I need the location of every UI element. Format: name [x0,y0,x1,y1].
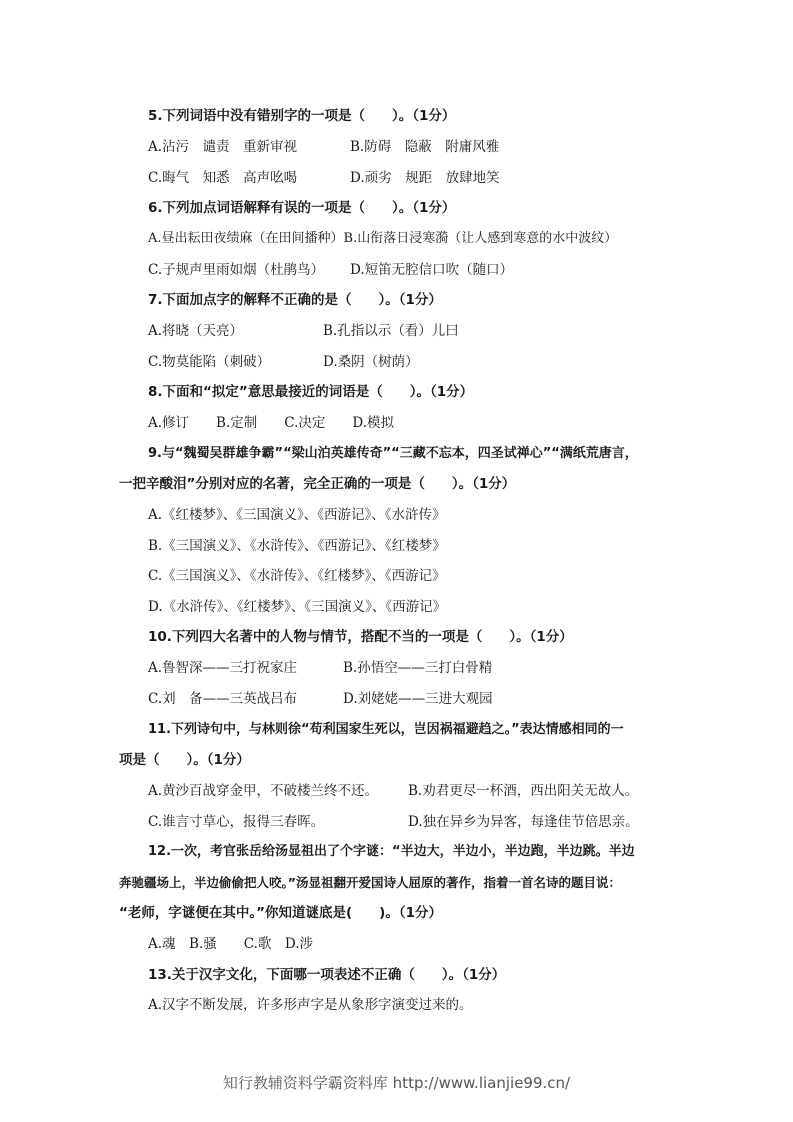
question-13-stem: 13.关于汉字文化，下面哪一项表述不正确（ ）。（1分） [148,967,506,983]
question-10-stem: 10.下列四大名著中的人物与情节，搭配不当的一项是（ ）。（1分） [148,629,573,645]
question-11-option-a: A.黄沙百战穿金甲，不破楼兰终不还。 [148,783,379,799]
question-7-option-b: B.孔指以示（看）儿曰 [323,323,459,339]
question-8-stem: 8.下面和“拟定”意思最接近的词语是（ ）。（1分） [148,384,474,400]
question-5-option-a: A.沾污 谴责 重新审视 [148,139,298,155]
question-11-stem-line-1: 11.下列诗句中，与林则徐“苟利国家生死以，岂因祸福避趋之。”表达情感相同的一 [148,722,624,737]
question-11-option-b: B.劝君更尽一杯酒，西出阳关无故人。 [408,783,639,799]
question-10-option-c: C.刘 备——三英战吕布 [148,691,298,707]
question-12-options: A.魂 B.骚 C.歌 D.涉 [148,936,314,952]
question-7-option-c: C.物莫能陷（刺破） [148,354,271,370]
question-9-option-c: C.《三国演义》、《水浒传》、《红楼梦》、《西游记》 [148,568,446,584]
question-5-option-c: C.晦气 知悉 高声吆喝 [148,170,298,186]
question-5-option-d: D.顽劣 规距 放肆地笑 [350,170,500,186]
question-7-option-a: A.将晓（天亮） [148,323,244,339]
question-9-option-a: A.《红楼梦》、《三国演义》、《西游记》、《水浒传》 [148,507,446,523]
question-11-stem-line-2: 项是（ ）。（1分） [119,752,250,768]
footer-watermark: 知行教辅资料学霸资料库 http://www.lianjie99.cn/ [222,1074,571,1092]
question-7-stem: 7.下面加点字的解释不正确的是（ ）。（1分） [148,292,442,308]
question-9-option-b: B.《三国演义》、《水浒传》、《西游记》、《红楼梦》 [148,538,446,554]
question-8-options: A.修订 B.定制 C.决定 D.模拟 [148,415,395,431]
question-6-option-ab: A.昼出耘田夜绩麻（在田间播种）B.山衔落日浸寒漪（让人感到寒意的水中波纹） [148,231,618,246]
question-6-stem: 6.下列加点词语解释有误的一项是（ ）。（1分） [148,200,456,216]
question-12-stem-line-2: 奔驰疆场上，半边偷偷把人咬。”汤显祖翻开爱国诗人屈原的著作，指着一首名诗的题目说： [119,875,621,890]
question-12-stem-line-3: “老师，字谜便在其中。”你知道谜底是( )。（1分） [119,905,442,921]
question-11-option-c: C.谁言寸草心，报得三春晖。 [148,814,325,830]
question-10-option-d: D.刘姥姥——三进大观园 [343,691,493,707]
question-12-stem-line-1: 12.一次，考官张岳给汤显祖出了个字谜：“半边大，半边小，半边跑，半边跳。半边 [148,844,635,859]
question-7-option-d: D.桑阴（树荫） [323,354,419,370]
question-9-stem-line-2: 一把辛酸泪”分别对应的名著，完全正确的一项是（ ）。（1分） [119,476,516,492]
question-10-option-a: A.鲁智深——三打祝家庄 [148,660,298,676]
question-10-option-b: B.孙悟空——三打白骨精 [343,660,493,676]
question-5-stem: 5.下列词语中没有错别字的一项是（ ）。（1分） [148,108,456,124]
question-9-option-d: D.《水浒传》、《红楼梦》、《三国演义》、《西游记》 [148,599,447,615]
question-6-option-c: C.子规声里雨如烟（杜鹃鸟） [148,262,325,278]
question-13-option-a: A.汉字不断发展，许多形声字是从象形字演变过来的。 [148,997,473,1013]
question-6-option-d: D.短笛无腔信口吹（随口） [350,262,514,278]
question-9-stem-line-1: 9.与“魏蜀吴群雄争霸”“梁山泊英雄传奇”“三藏不忘本，四圣试禅心”“满纸荒唐言， [148,446,638,461]
question-11-option-d: D.独在异乡为异客，每逢佳节倍思亲。 [408,814,639,830]
question-5-option-b: B.防碍 隐蔽 附庸风雅 [350,139,500,155]
